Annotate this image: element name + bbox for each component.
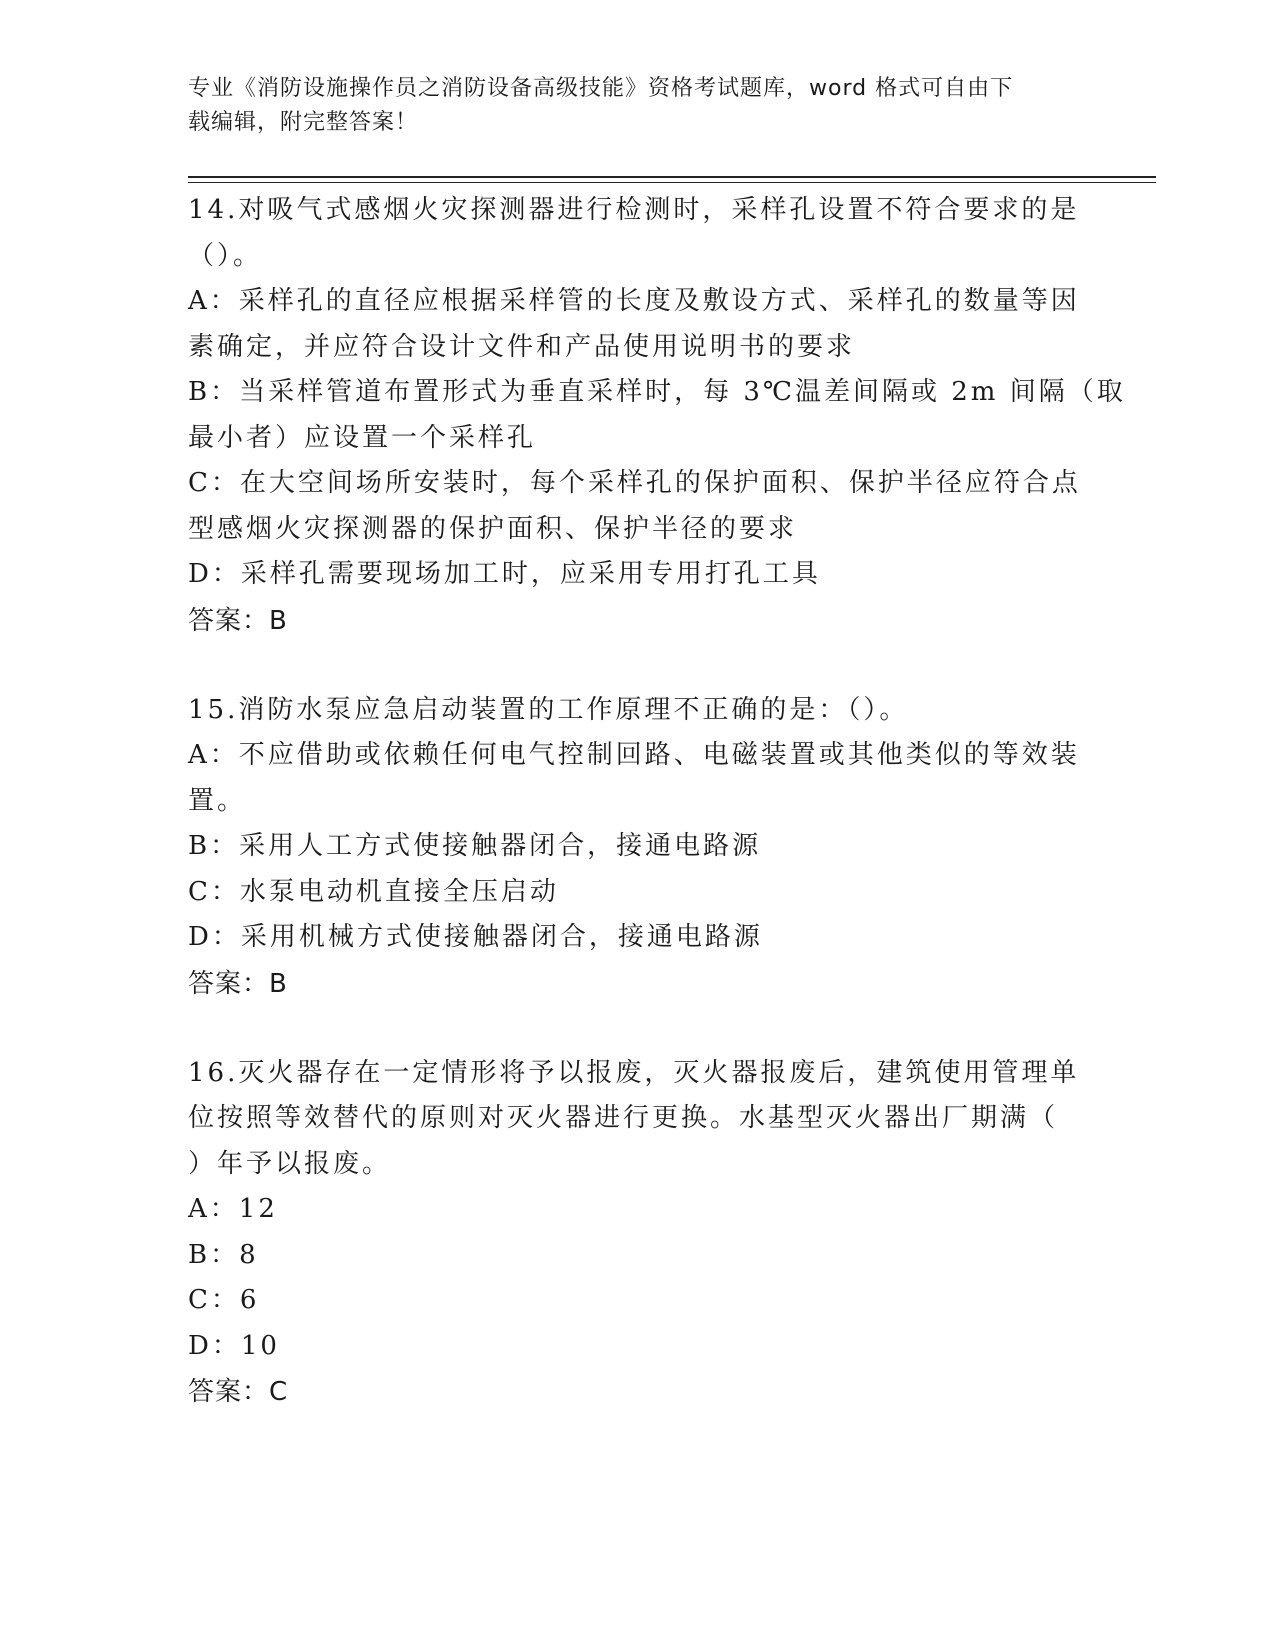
question-stem-line: （）。 [188, 240, 263, 271]
option-line: 最小者）应设置一个采样孔 [188, 422, 537, 453]
option-line: A：12 [188, 1194, 278, 1224]
option-line: C：在大空间场所安装时，每个采样孔的保护面积、保护半径应符合点 [188, 468, 1081, 498]
header-line-2: 载编辑，附完整答案！ [188, 110, 419, 135]
option-line: A：不应借助或依赖任何电气控制回路、电磁装置或其他类似的等效装 [188, 740, 1080, 770]
answer-label: 答案：B [188, 605, 288, 636]
option-line: 型感烟火灾探测器的保护面积、保护半径的要求 [188, 513, 798, 544]
question-stem-line: 16.灭火器存在一定情形将予以报废，灭火器报废后，建筑使用管理单 [188, 1057, 1080, 1088]
question-14 [188, 188, 1126, 644]
answer-label: 答案：B [188, 968, 288, 999]
question-stem-line: ）年予以报废。 [188, 1148, 392, 1179]
header-line-1: 专业《消防设施操作员之消防设备高级技能》资格考试题库，word 格式可自由下 [188, 76, 1014, 101]
option-line: C：6 [188, 1285, 260, 1315]
option-line: D：采样孔需要现场加工时，应采用专用打孔工具 [188, 559, 821, 589]
answer-label: 答案：C [188, 1377, 289, 1407]
question-15 [188, 688, 1088, 1007]
option-line: B：8 [188, 1239, 259, 1270]
option-line: A：采样孔的直径应根据采样管的长度及敷设方式、采样孔的数量等因 [188, 286, 1080, 316]
header-divider-thin [188, 182, 1156, 183]
header-divider [188, 176, 1156, 178]
question-list [188, 188, 1126, 1459]
option-line: D：采用机械方式使接触器闭合，接通电路源 [188, 922, 763, 952]
option-line: C：水泵电动机直接全压启动 [188, 876, 559, 907]
document-header [188, 72, 1068, 140]
question-stem-line: 14.对吸气式感烟火灾探测器进行检测时，采样孔设置不符合要求的是 [188, 195, 1080, 225]
option-line: D：10 [188, 1330, 280, 1361]
question-stem-line: 15.消防水泵应急启动装置的工作原理不正确的是：（）。 [188, 694, 909, 725]
option-line: 置。 [188, 785, 247, 816]
question-stem-line: 位按照等效替代的原则对灭火器进行更换。水基型灭火器出厂期满（ [188, 1103, 1059, 1133]
question-16 [188, 1051, 1088, 1416]
option-line: B：采用人工方式使接触器闭合，接通电路源 [188, 831, 762, 861]
option-line: B：当采样管道布置形式为垂直采样时，每 3℃温差间隔或 2m 间隔（取 [188, 377, 1126, 407]
option-line: 素确定，并应符合设计文件和产品使用说明书的要求 [188, 331, 856, 362]
